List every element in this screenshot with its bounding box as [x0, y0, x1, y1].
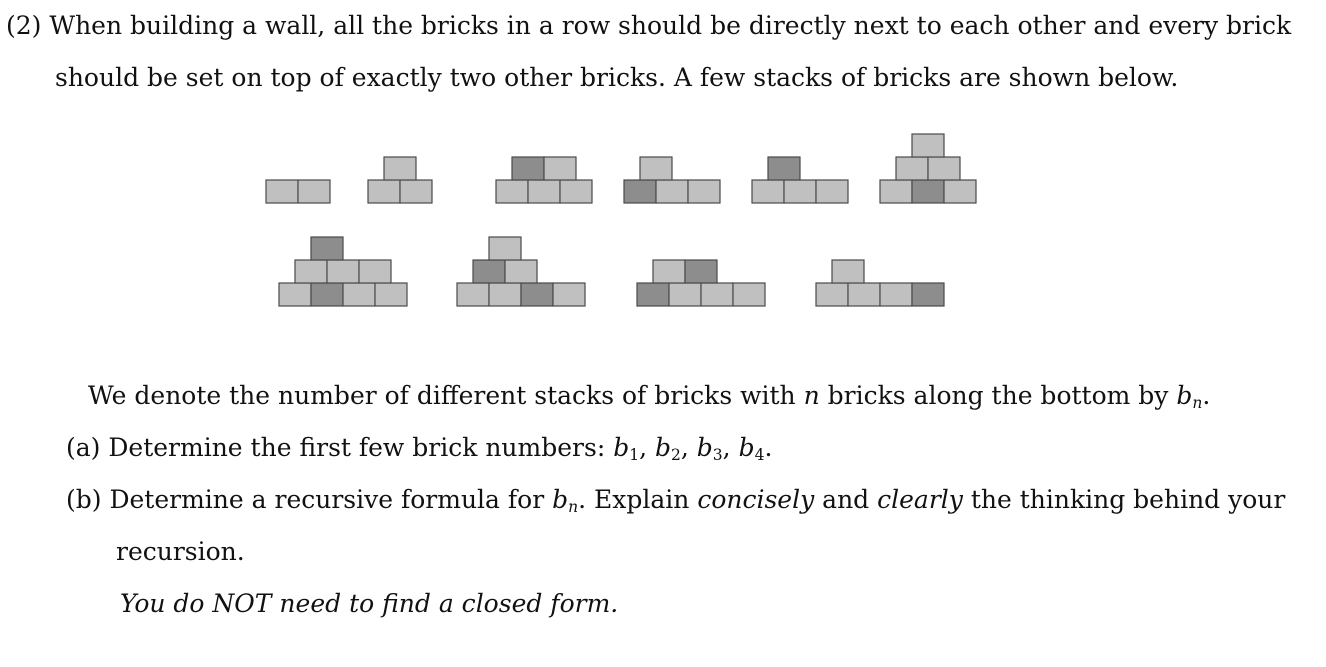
intro-line-1 [6, 11, 1291, 41]
brick-light [327, 260, 359, 283]
brick-light [496, 180, 528, 203]
brick-light [912, 134, 944, 157]
part-b-recursion: recursion. [116, 537, 245, 566]
closed-form-note [120, 589, 618, 619]
brick-light [669, 283, 701, 306]
part-b-text-3: and [814, 485, 878, 514]
b4-var: b [738, 433, 755, 462]
brick-light [701, 283, 733, 306]
brick-dark [473, 260, 505, 283]
brick-dark [912, 180, 944, 203]
part-a-label: (a) [66, 433, 101, 462]
brick-light [848, 283, 880, 306]
comma-2: , [680, 433, 697, 462]
brick-stack [279, 237, 407, 306]
brick-light [880, 180, 912, 203]
brick-stack [496, 157, 592, 203]
brick-light [733, 283, 765, 306]
brick-dark [512, 157, 544, 180]
part-a [66, 433, 772, 463]
brick-light [266, 180, 298, 203]
brick-stack [368, 157, 432, 203]
brick-light [505, 260, 537, 283]
part-b-label: (b) [66, 485, 102, 514]
intro-text-2: should be set on top of exactly two other bricks. A few stacks of bricks are shown below. [55, 63, 1179, 92]
part-b-line-2 [116, 537, 245, 567]
brick-light [653, 260, 685, 283]
brick-light [880, 283, 912, 306]
brick-light [784, 180, 816, 203]
brick-stack [637, 260, 765, 306]
comma-1: , [639, 433, 655, 462]
b1-sub: 1 [629, 445, 640, 464]
part-b [66, 485, 1285, 515]
definition-line [88, 381, 1210, 411]
brick-dark [685, 260, 717, 283]
brick-light [656, 180, 688, 203]
part-b-text-1: Determine a recursive formula for [109, 485, 553, 514]
brick-light [553, 283, 585, 306]
b1-var: b [613, 433, 630, 462]
brick-light [343, 283, 375, 306]
definition-text: We denote the number of different stacks of bricks with [88, 381, 804, 410]
definition-end: . [1202, 381, 1211, 410]
brick-stack [457, 237, 585, 306]
brick-stack [752, 157, 848, 203]
brick-dark [768, 157, 800, 180]
brick-dark [311, 237, 343, 260]
brick-light [400, 180, 432, 203]
part-b-b-sub: n [568, 497, 579, 516]
brick-light [816, 180, 848, 203]
brick-light [528, 180, 560, 203]
problem-number: (2) [6, 11, 42, 40]
part-b-text-4: the thinking behind your [962, 485, 1286, 514]
brick-light [560, 180, 592, 203]
brick-light [640, 157, 672, 180]
brick-stack [816, 260, 944, 306]
brick-light [375, 283, 407, 306]
brick-light [489, 283, 521, 306]
b4-sub: 4 [754, 445, 765, 464]
brick-dark [624, 180, 656, 203]
brick-light [359, 260, 391, 283]
part-b-concisely: concisely [697, 485, 815, 514]
brick-stack [880, 134, 976, 203]
part-a-text: Determine the first few brick numbers: [108, 433, 614, 462]
part-b-b: b [552, 485, 569, 514]
intro-text-1: When building a wall, all the bricks in a row should be directly next to each other and every brick [49, 11, 1292, 40]
brick-light [544, 157, 576, 180]
brick-dark [912, 283, 944, 306]
b3-sub: 3 [712, 445, 723, 464]
brick-stacks-figure [0, 120, 1326, 320]
brick-stack [266, 180, 330, 203]
brick-light [752, 180, 784, 203]
brick-light [457, 283, 489, 306]
brick-light [896, 157, 928, 180]
part-a-end: . [764, 433, 773, 462]
brick-light [832, 260, 864, 283]
b2-sub: 2 [671, 445, 681, 464]
b3-var: b [696, 433, 713, 462]
definition-n: n [803, 381, 820, 410]
brick-stack [624, 157, 720, 203]
comma-3: , [722, 433, 739, 462]
brick-dark [311, 283, 343, 306]
part-b-text-2: . Explain [578, 485, 698, 514]
closed-form-note-text: You do NOT need to find a closed form. [120, 589, 619, 618]
brick-light [928, 157, 960, 180]
brick-light [298, 180, 330, 203]
brick-dark [637, 283, 669, 306]
brick-light [944, 180, 976, 203]
brick-light [816, 283, 848, 306]
brick-light [688, 180, 720, 203]
brick-light [489, 237, 521, 260]
definition-text-mid: bricks along the bottom by [819, 381, 1177, 410]
definition-b-sub: n [1192, 393, 1203, 412]
definition-b: b [1176, 381, 1193, 410]
brick-light [295, 260, 327, 283]
brick-light [384, 157, 416, 180]
part-b-clearly: clearly [877, 485, 963, 514]
b2-var: b [654, 433, 671, 462]
brick-dark [521, 283, 553, 306]
brick-light [279, 283, 311, 306]
intro-line-2 [55, 63, 1178, 93]
brick-light [368, 180, 400, 203]
